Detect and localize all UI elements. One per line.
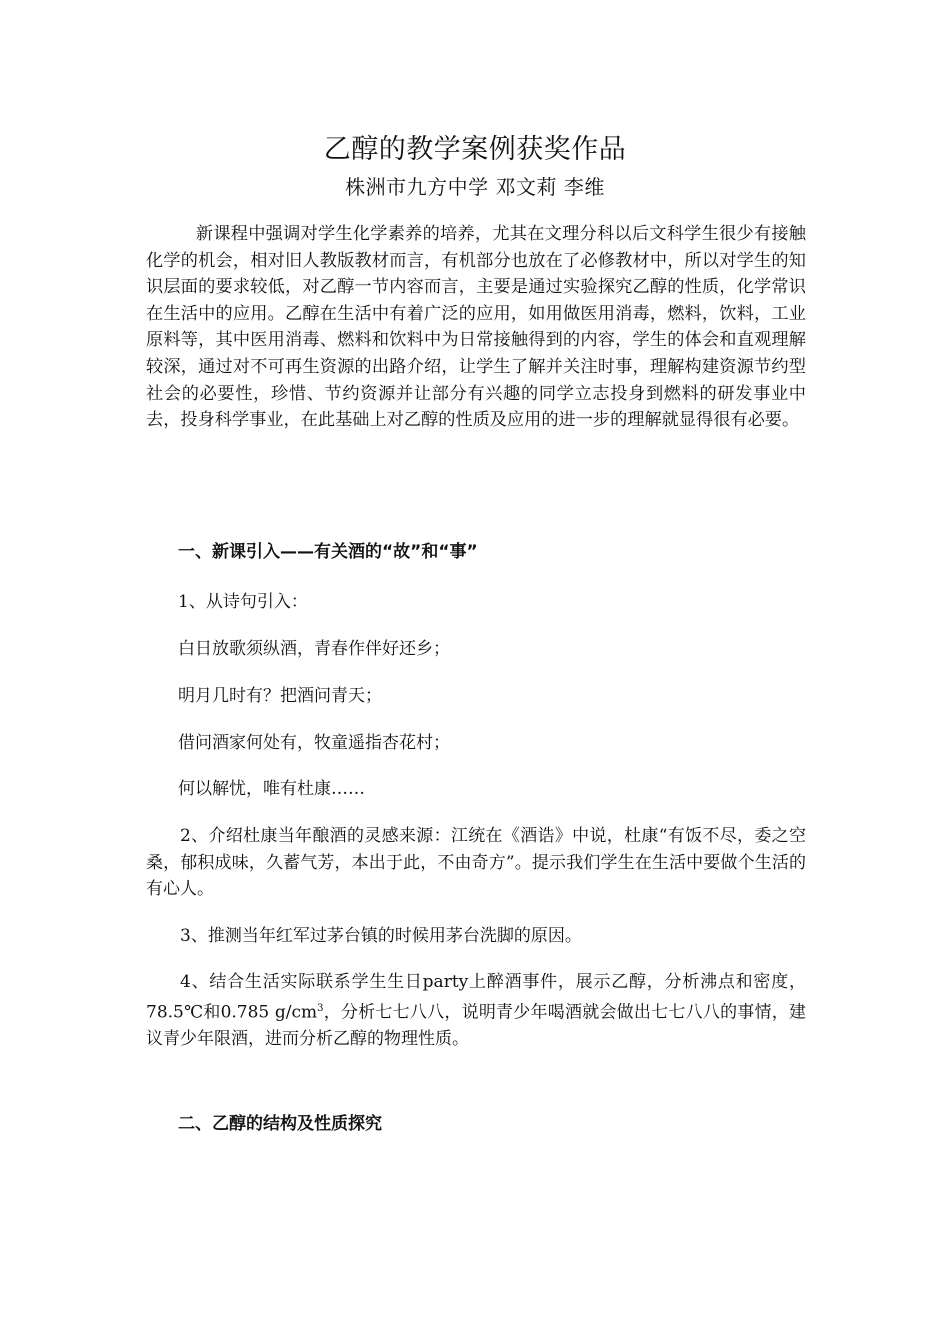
item-3: 3、推测当年红军过茅台镇的时候用茅台洗脚的原因。 [180,926,582,946]
item-4 [146,969,806,1052]
poem-line-2: 明月几时有？把酒问青天； [178,686,382,706]
section-heading-2: 二、乙醇的结构及性质探究 [178,1114,382,1134]
poem-line-4: 何以解忧，唯有杜康…… [178,779,365,799]
page-title: 乙醇的教学案例获奖作品 [323,134,627,165]
item-2: 2、介绍杜康当年酿酒的灵感来源：江统在《酒诰》中说，杜康“有饭不尽，委之空桑，郁积成味，久蓄气芳，本出于此，不由奇方”。提示我们学生在生活中要做个生活的有心人。 [146,826,806,900]
intro-paragraph: 新课程中强调对学生化学素养的培养，尤其在文理分科以后文科学生很少有接触化学的机会，相对旧人教版教材而言，有机部分也放在了必修教材中，所以对学生的知识层面的要求较低，对乙醇一节内容而言，主要是通过实验探究乙醇的性质，化学常识在生活中的应用。乙醇在生活中有着广泛的应用，如用做医用消毒，燃料，饮料，工业原料等，其中医用消毒、燃料和饮料中为日常接触得到的内容，学生的体会和直观理解较深，通过对不可再生资源的出路介绍，让学生了解并关注时事，理解构建资源节约型社会的必要性，珍惜、节约资源并让部分有兴趣的同学立志投身到燃料的研发事业中去，投身科学事业，在此基础上对乙醇的性质及应用的进一步的理解就显得很有必要。 [146,224,806,431]
item-4-text-b: ，分析七七八八，说明青少年喝酒就会做出七七八八的事情，建议青少年限酒，进而分析乙醇的物理性质。 [146,1002,806,1049]
item-4-text-a: 4、结合生活实际联系学生生日party上醉酒事件，展示乙醇，分析沸点和密度，78.5℃和0.785 g/cm [146,972,806,1023]
author-line: 株洲市九方中学 邓文莉 李维 [345,175,605,199]
item-4-superscript: 3 [317,1002,324,1014]
poem-line-3: 借问酒家何处有，牧童遥指杏花村； [178,733,450,753]
poem-line-1: 白日放歌须纵酒，青春作伴好还乡； [178,639,450,659]
item-1: 1、从诗句引入： [178,592,308,612]
section-heading-1: 一、新课引入——有关酒的“故”和“事” [178,542,478,562]
